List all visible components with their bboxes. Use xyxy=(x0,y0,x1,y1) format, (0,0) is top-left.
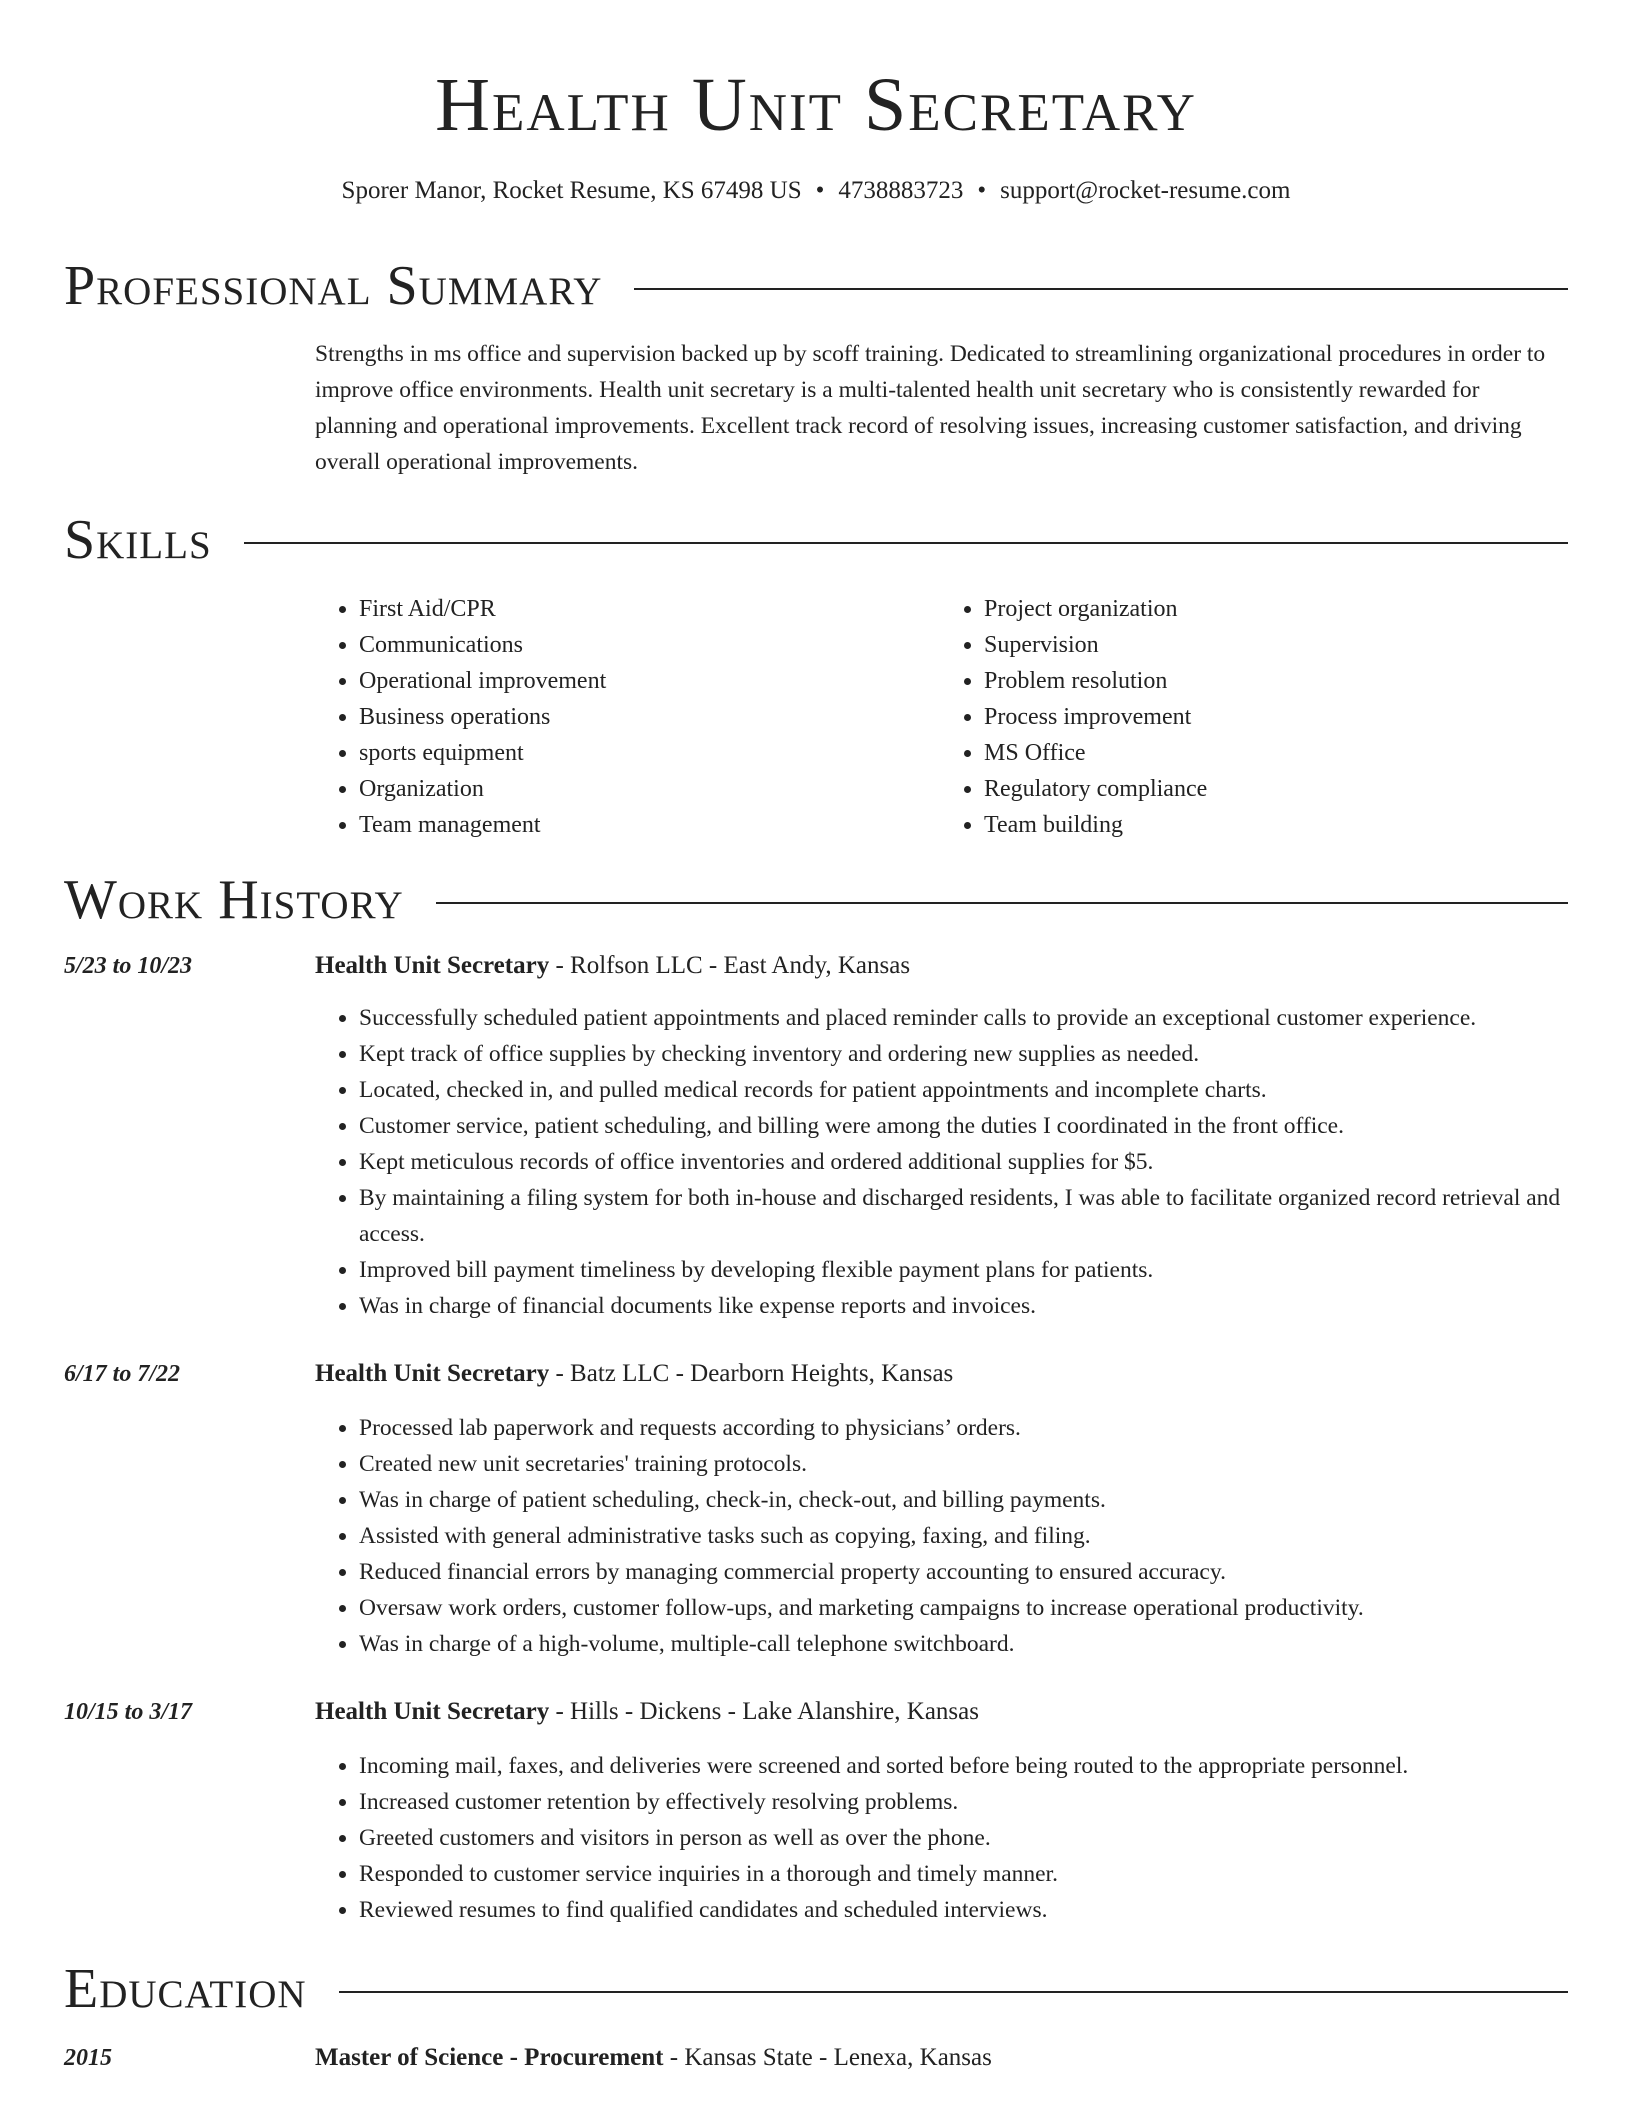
job-bullets xyxy=(315,1748,1568,1928)
job-dates: 10/15 to 3/17 xyxy=(64,1699,193,1725)
job-bullet: • Was in charge of patient scheduling, check-in, check-out, and billing payments. xyxy=(359,1482,1568,1518)
skill-item: • Team building xyxy=(984,807,1565,843)
section-header-skills xyxy=(64,508,1568,572)
job-title: Health Unit Secretary xyxy=(315,1698,550,1725)
skills-column-right xyxy=(940,591,1565,843)
job-bullet: • Reduced financial errors by managing commercial property accounting to ensured accuracy. xyxy=(359,1554,1568,1590)
education-school: - Kansas State - Lenexa, Kansas xyxy=(663,2044,992,2071)
section-title: Skills xyxy=(64,509,212,571)
job-bullets xyxy=(315,1410,1568,1662)
education-year: 2015 xyxy=(64,2045,112,2071)
skills-column-left xyxy=(315,591,940,843)
skill-item: • First Aid/CPR xyxy=(359,591,940,627)
job-bullet: • Kept meticulous records of office inventories and ordered additional supplies for $5. xyxy=(359,1144,1568,1180)
job-bullet: • Reviewed resumes to find qualified candidates and scheduled interviews. xyxy=(359,1892,1568,1928)
contact-email: support@rocket-resume.com xyxy=(1000,177,1291,204)
skills-list xyxy=(315,591,1565,843)
job-dates: 5/23 to 10/23 xyxy=(64,953,193,979)
job-bullet: • Was in charge of financial documents like expense reports and invoices. xyxy=(359,1288,1568,1324)
skill-item: • Supervision xyxy=(984,627,1565,663)
job-title: Health Unit Secretary xyxy=(315,1360,550,1387)
job-bullet: • Was in charge of a high-volume, multiple-call telephone switchboard. xyxy=(359,1626,1568,1662)
education-header xyxy=(315,2040,992,2076)
job-bullets xyxy=(315,1000,1568,1324)
job-bullet: • Oversaw work orders, customer follow-ups, and marketing campaigns to increase operational productivity. xyxy=(359,1590,1568,1626)
section-title: Professional Summary xyxy=(64,255,603,317)
education-degree: Master of Science - Procurement xyxy=(315,2044,664,2071)
job-bullet: • Responded to customer service inquiries in a thorough and timely manner. xyxy=(359,1856,1568,1892)
section-divider xyxy=(436,902,1568,904)
job-header xyxy=(315,1694,979,1730)
job-bullet: • Improved bill payment timeliness by developing flexible payment plans for patients. xyxy=(359,1252,1568,1288)
job-header xyxy=(315,948,910,984)
job-company: - Hills - Dickens - Lake Alanshire, Kansas xyxy=(549,1698,979,1725)
skill-item: • Regulatory compliance xyxy=(984,771,1565,807)
section-header-work xyxy=(64,868,1568,932)
job-bullet: • Increased customer retention by effectively resolving problems. xyxy=(359,1784,1568,1820)
job-bullet: • Incoming mail, faxes, and deliveries were screened and sorted before being routed to the appropriate personnel. xyxy=(359,1748,1568,1784)
section-title: Education xyxy=(64,1958,307,2020)
skill-item: • Project organization xyxy=(984,591,1565,627)
section-title: Work History xyxy=(64,869,404,931)
contact-line xyxy=(0,174,1632,208)
skill-item: • sports equipment xyxy=(359,735,940,771)
skill-item: • Business operations xyxy=(359,699,940,735)
skill-item: • MS Office xyxy=(984,735,1565,771)
section-header-summary xyxy=(64,254,1568,318)
section-divider xyxy=(634,288,1568,290)
job-bullet: • Greeted customers and visitors in person as well as over the phone. xyxy=(359,1820,1568,1856)
job-bullet: • Kept track of office supplies by checking inventory and ordering new supplies as needed. xyxy=(359,1036,1568,1072)
section-divider xyxy=(244,542,1568,544)
section-header-education xyxy=(64,1957,1568,2021)
job-company: - Batz LLC - Dearborn Heights, Kansas xyxy=(549,1360,954,1387)
job-bullet: • Customer service, patient scheduling, and billing were among the duties I coordinated in the front office. xyxy=(359,1108,1568,1144)
job-bullet: • By maintaining a filing system for both in-house and discharged residents, I was able to facilitate organized record retrieval and access. xyxy=(359,1180,1568,1252)
skill-item: • Operational improvement xyxy=(359,663,940,699)
job-bullet: • Successfully scheduled patient appointments and placed reminder calls to provide an exceptional customer experience. xyxy=(359,1000,1568,1036)
job-header xyxy=(315,1356,953,1392)
job-bullet: • Located, checked in, and pulled medical records for patient appointments and incomplete charts. xyxy=(359,1072,1568,1108)
job-bullet: • Created new unit secretaries' training protocols. xyxy=(359,1446,1568,1482)
contact-address: Sporer Manor, Rocket Resume, KS 67498 US xyxy=(341,177,802,204)
section-divider xyxy=(339,1991,1568,1993)
skill-item: • Organization xyxy=(359,771,940,807)
contact-separator: • xyxy=(977,177,987,204)
skill-item: • Team management xyxy=(359,807,940,843)
contact-phone: 4738883723 xyxy=(838,177,964,204)
job-dates: 6/17 to 7/22 xyxy=(64,1361,181,1387)
candidate-name: Health Unit Secretary xyxy=(435,63,1197,147)
job-bullet: • Processed lab paperwork and requests according to physicians’ orders. xyxy=(359,1410,1568,1446)
job-bullet: • Assisted with general administrative tasks such as copying, faxing, and filing. xyxy=(359,1518,1568,1554)
job-title: Health Unit Secretary xyxy=(315,952,550,979)
skill-item: • Problem resolution xyxy=(984,663,1565,699)
job-company: - Rolfson LLC - East Andy, Kansas xyxy=(549,952,911,979)
contact-separator: • xyxy=(815,177,825,204)
skill-item: • Process improvement xyxy=(984,699,1565,735)
skill-item: • Communications xyxy=(359,627,940,663)
summary-text: Strengths in ms office and supervision backed up by scoff training. Dedicated to streamlining organizational procedures in order to improve office environments. Health unit secretary is a multi-talented health unit secretary who is consistently rewarded for planning and operational improvements. Excellent track record of resolving issues, increasing customer satisfaction, and driving overall operational improvements. xyxy=(315,341,1546,475)
